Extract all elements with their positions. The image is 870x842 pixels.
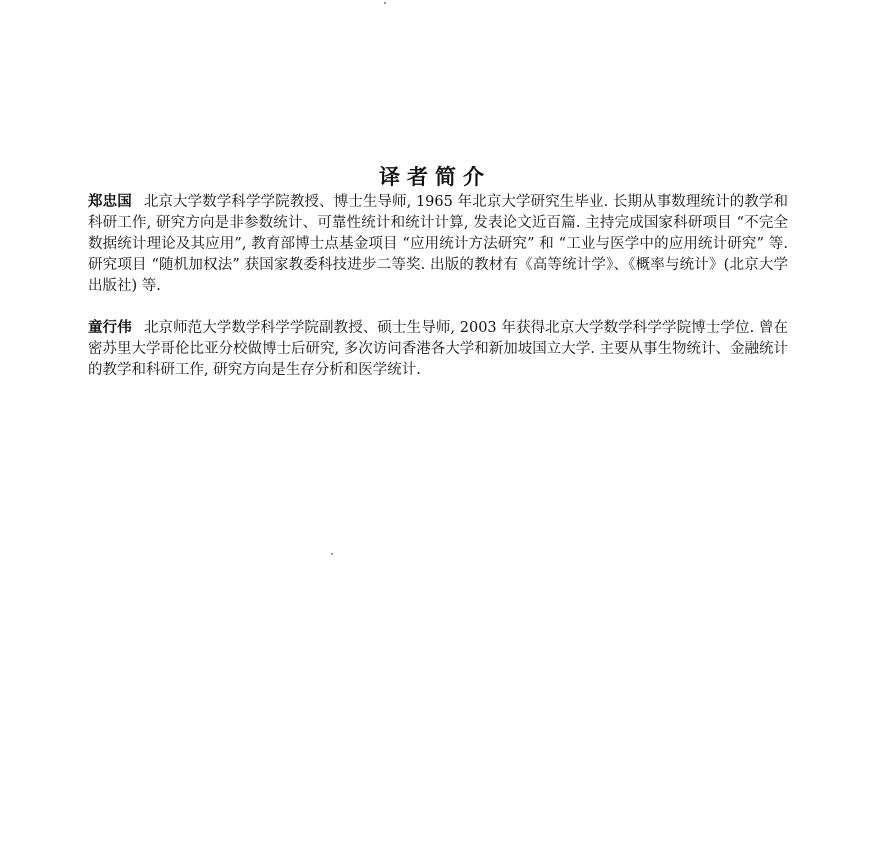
translator-bio <box>88 318 788 381</box>
translator-name: 郑忠国 <box>88 194 132 210</box>
scan-speck <box>384 2 386 4</box>
page-title: 译者简介 <box>379 165 491 190</box>
translator-bio-text: 北京师范大学数学科学学院副教授、硕士生导师, 2003 年获得北京大学数学科学学院博士学位. 曾在密苏里大学哥伦比亚分校做博士后研究, 多次访问香港各大学和新加坡国立大学. 主要从事生物统计、金融统计的教学和科研工作, 研究方向是生存分析和医学统计. <box>88 320 788 378</box>
translator-bio-text: 北京大学数学科学学院教授、博士生导师, 1965 年北京大学研究生毕业. 长期从事数理统计的教学和科研工作, 研究方向是非参数统计、可靠性统计和统计计算, 发表论文近百篇. 主持完成国家科研项目 “不完全数据统计理论及其应用”, 教育部博士点基金项目 “应用统计方法研究” 和 “工业与医学中的应用统计研究” 等. 研究项目 “随机加权法” 获国家教委科技进步二等奖. 出版的教材有《高等统计学》、《概率与统计》(北京大学出版社) 等. <box>88 194 788 294</box>
translator-name: 童行伟 <box>88 320 132 336</box>
translator-bio <box>88 192 788 297</box>
scan-speck <box>331 553 333 555</box>
